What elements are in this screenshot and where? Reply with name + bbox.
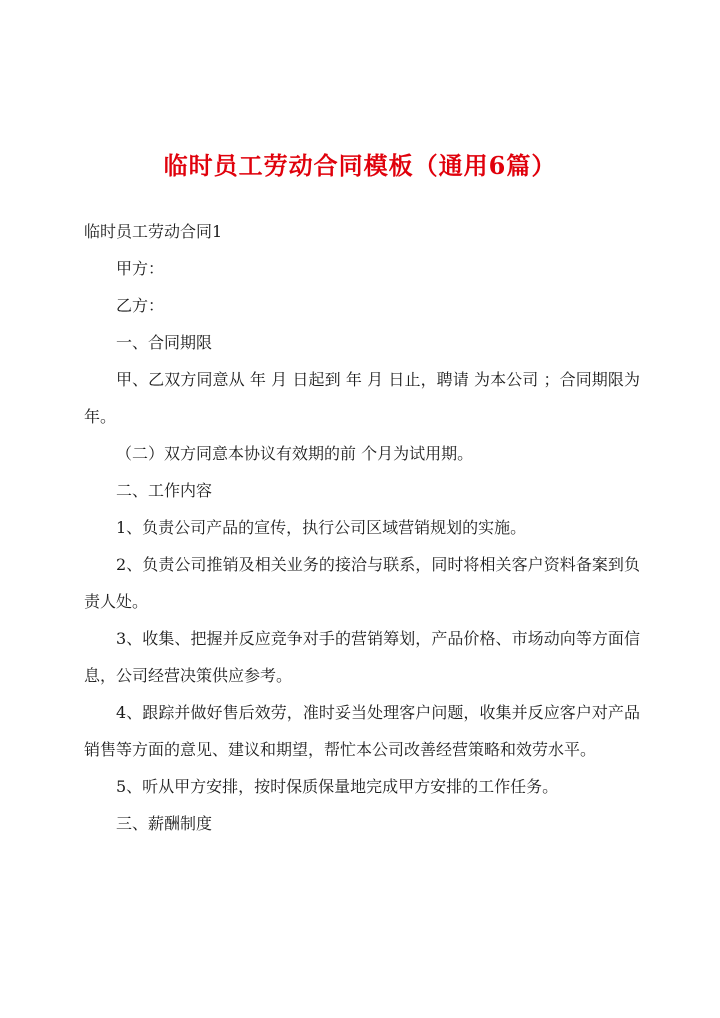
contract-heading: 临时员工劳动合同1 <box>84 222 223 241</box>
section-heading-term: 一、合同期限 <box>116 333 213 352</box>
work-item-4: 4、跟踪并做好售后效劳，准时妥当处理客户问题，收集并反应客户对产品销售等方面的意见、建议和期望，帮忙本公司改善经营策略和效劳水平。 <box>84 703 640 759</box>
term-paragraph: 甲、乙双方同意从 年 月 日起到 年 月 日止，聘请 为本公司 ；合同期限为 年。 <box>84 370 640 426</box>
party-a-line: 甲方： <box>116 259 165 278</box>
section-heading-work: 二、工作内容 <box>116 481 213 500</box>
probation-paragraph: （二）双方同意本协议有效期的前 个月为试用期。 <box>116 444 474 463</box>
work-item-5: 5、听从甲方安排，按时保质保量地完成甲方安排的工作任务。 <box>116 777 559 796</box>
section-heading-salary: 三、薪酬制度 <box>116 814 213 833</box>
document-title: 临时员工劳动合同模板（通用6篇） <box>163 151 557 180</box>
party-b-line: 乙方： <box>116 296 165 315</box>
work-item-2: 2、负责公司推销及相关业务的接洽与联系，同时将相关客户资料备案到负责人处。 <box>84 555 640 611</box>
document-body <box>84 213 640 842</box>
work-item-3: 3、收集、把握并反应竞争对手的营销筹划，产品价格、市场动向等方面信息，公司经营决策供应参考。 <box>84 629 640 685</box>
work-item-1: 1、负责公司产品的宣传，执行公司区域营销规划的实施。 <box>116 518 527 537</box>
